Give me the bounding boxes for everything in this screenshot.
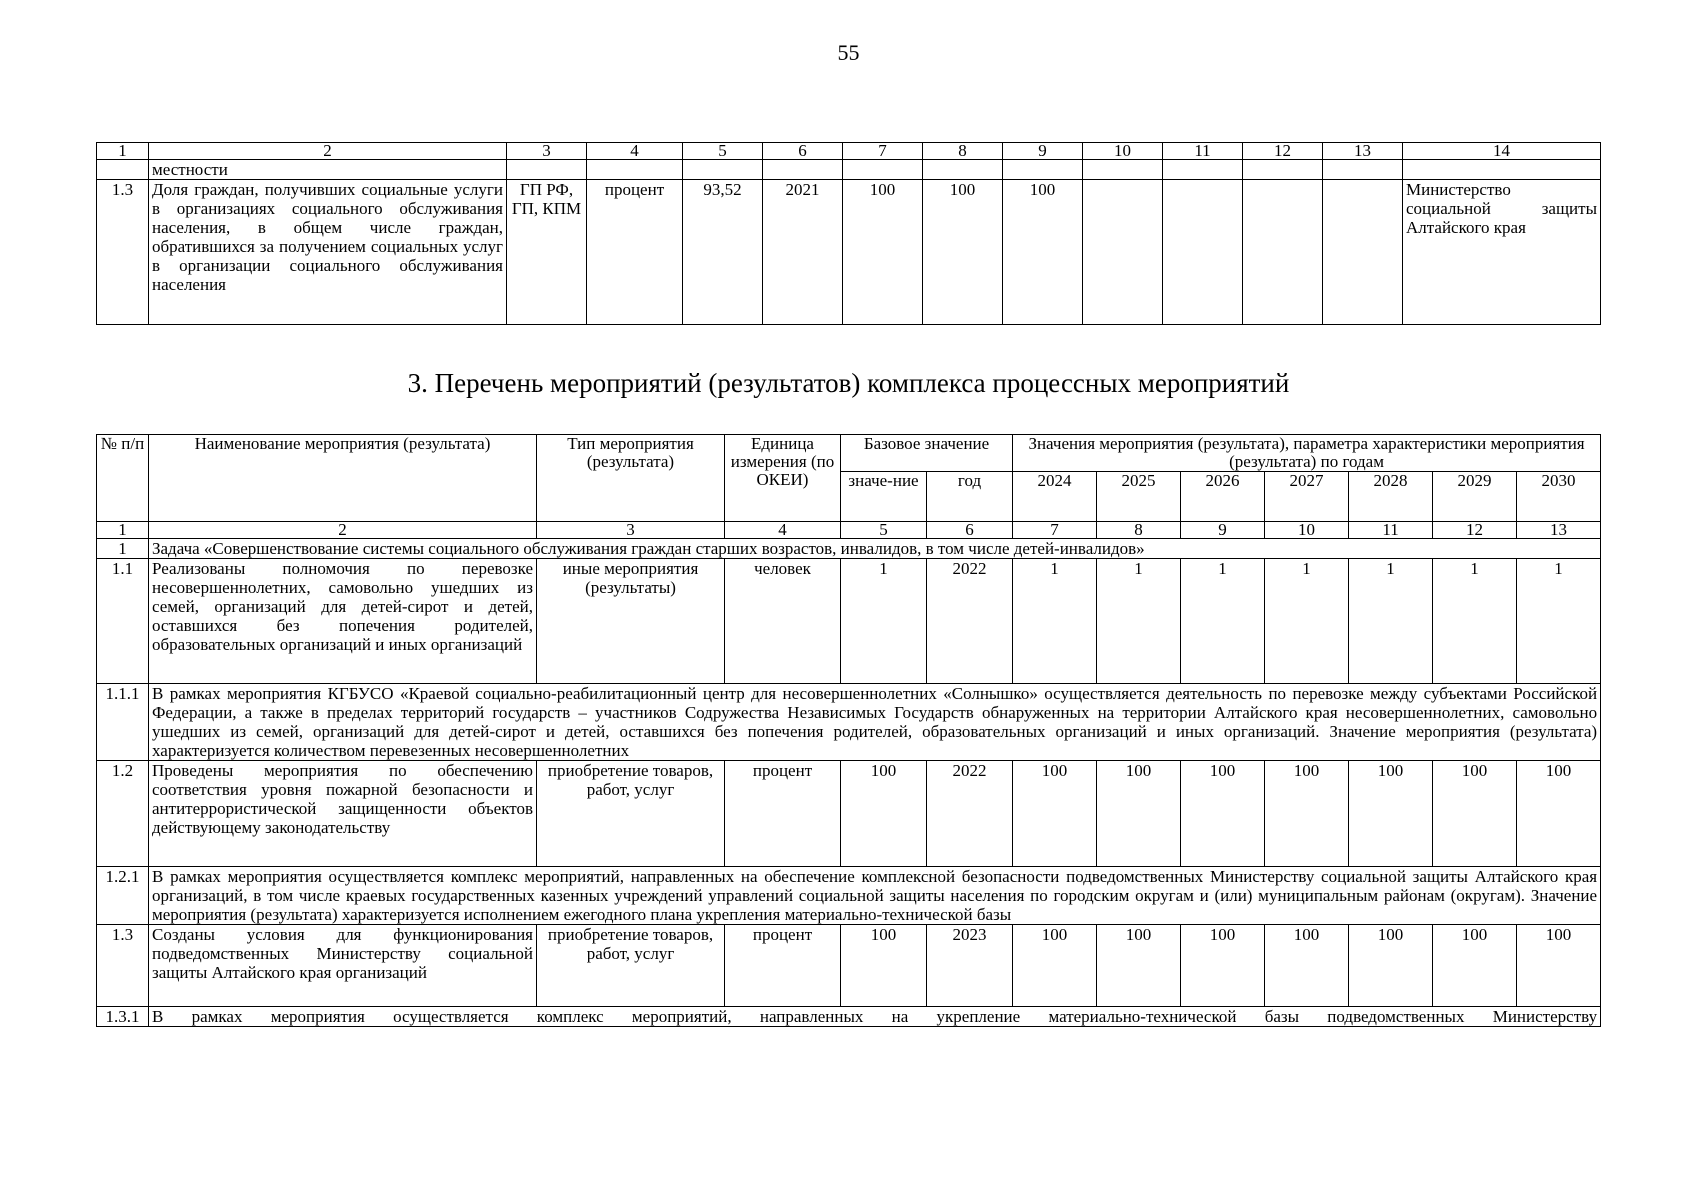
- header-year: 2025: [1097, 472, 1181, 522]
- column-number: 12: [1243, 143, 1323, 160]
- column-number: 4: [725, 522, 841, 539]
- column-number: 4: [587, 143, 683, 160]
- header-base: Базовое значение: [841, 435, 1013, 472]
- year-value: 100: [1433, 925, 1517, 1007]
- year-value: 100: [1517, 761, 1601, 867]
- header-base-year: год: [927, 472, 1013, 522]
- activity-row: [97, 761, 1601, 867]
- activity-description: В рамках мероприятия осуществляется комплекс мероприятий, направленных на укрепление материально-технической базы подведомственных Министерству: [149, 1007, 1601, 1027]
- indicators-table-continued: [96, 142, 1601, 325]
- column-number-row: [97, 143, 1601, 160]
- column-number: 10: [1083, 143, 1163, 160]
- task-number: 1: [97, 539, 149, 559]
- indicator-unit: процент: [587, 180, 683, 325]
- activity-name: Проведены мероприятия по обеспечению соответствия уровня пожарной безопасности и антитеррористической защищенности объектов действующему законодательству: [149, 761, 537, 867]
- row-number: 1.3: [97, 180, 149, 325]
- activity-description: В рамках мероприятия КГБУСО «Краевой социально-реабилитационный центр для несовершеннолетних «Солнышко» осуществляется деятельность по перевозке между субъектами Российской Федерации, а также в пределах территорий государств – участников Содружества Независимых Государств обнаруженных на территории Алтайского края несовершеннолетних, самовольно ушедших из семей, организаций для детей-сирот и детей, оставшихся без попечения родителей, образовательных организаций и иных организаций. Значение мероприятия (результата) характеризуется количеством перевезенных несовершеннолетних: [149, 684, 1601, 761]
- page-number: 55: [837, 40, 860, 65]
- column-number: 10: [1265, 522, 1349, 539]
- column-number: 12: [1433, 522, 1517, 539]
- header-num: № п/п: [97, 435, 149, 522]
- base-value: 93,52: [683, 180, 763, 325]
- year-value: 100: [1097, 925, 1181, 1007]
- activity-unit: процент: [725, 925, 841, 1007]
- continued-text: местности: [149, 160, 507, 180]
- indicator-level: ГП РФ, ГП, КПМ: [507, 180, 587, 325]
- year-value: 100: [1013, 761, 1097, 867]
- base-value: 100: [841, 925, 927, 1007]
- base-value: 1: [841, 559, 927, 684]
- activity-row: [97, 925, 1601, 1007]
- column-number: 13: [1323, 143, 1403, 160]
- column-number: 8: [1097, 522, 1181, 539]
- year-value: 100: [1181, 925, 1265, 1007]
- year-value: 1: [1517, 559, 1601, 684]
- column-number: 9: [1003, 143, 1083, 160]
- activity-description-row: [97, 867, 1601, 925]
- base-year: 2023: [927, 925, 1013, 1007]
- header-year: 2028: [1349, 472, 1433, 522]
- header-base-value: значе-ние: [841, 472, 927, 522]
- responsible: Министерство социальной защиты Алтайского края: [1403, 180, 1601, 325]
- column-number: 6: [763, 143, 843, 160]
- column-number: 7: [1013, 522, 1097, 539]
- year-value: 1: [1433, 559, 1517, 684]
- year-value: 100: [1265, 761, 1349, 867]
- year-value: 1: [1097, 559, 1181, 684]
- row-number: 1.1.1: [97, 684, 149, 761]
- activity-name: Реализованы полномочия по перевозке несовершеннолетних, самовольно ушедших из семей, организаций для детей-сирот и детей, оставшихся без попечения родителей, образовательных организаций и иных организаций: [149, 559, 537, 684]
- column-number: 13: [1517, 522, 1601, 539]
- section-title: 3. Перечень мероприятий (результатов) комплекса процессных мероприятий: [407, 368, 1290, 398]
- row-number: 1.3.1: [97, 1007, 149, 1027]
- column-number: 14: [1403, 143, 1601, 160]
- year-value: 1: [1013, 559, 1097, 684]
- header-values: Значения мероприятия (результата), параметра характеристики мероприятия (результата) по годам: [1013, 435, 1601, 472]
- task-text: Задача «Совершенствование системы социального обслуживания граждан старших возрастов, инвалидов, в том числе детей-инвалидов»: [149, 539, 1601, 559]
- activity-description: В рамках мероприятия осуществляется комплекс мероприятий, направленных на обеспечение комплексной безопасности подведомственных Министерству социальной защиты Алтайского края организаций, в том числе краевых государственных казенных учреждений управлений социальной защиты населения по городским округам и (или) муниципальным районам (округам). Значение мероприятия (результата) характеризуется исполнением ежегодного плана укрепления материально-технической базы: [149, 867, 1601, 925]
- column-number: 3: [507, 143, 587, 160]
- year-value: 100: [1181, 761, 1265, 867]
- activity-description-row: [97, 1007, 1601, 1027]
- header-unit: Единица измерения (по ОКЕИ): [725, 435, 841, 522]
- column-number: 2: [149, 143, 507, 160]
- column-number: 8: [923, 143, 1003, 160]
- column-number: 2: [149, 522, 537, 539]
- activity-type: иные мероприятия (результаты): [537, 559, 725, 684]
- row-number: 1.2.1: [97, 867, 149, 925]
- year-value: 1: [1349, 559, 1433, 684]
- indicator-name: Доля граждан, получивших социальные услуги в организациях социального обслуживания населения, в общем числе граждан, обратившихся за получением социальных услуг в организации социального обслуживания населения: [149, 180, 507, 325]
- base-year: 2021: [763, 180, 843, 325]
- year-value: 100: [1097, 761, 1181, 867]
- row-number: 1.1: [97, 559, 149, 684]
- column-number: 5: [841, 522, 927, 539]
- activity-unit: человек: [725, 559, 841, 684]
- header-name: Наименование мероприятия (результата): [149, 435, 537, 522]
- year-value: 1: [1181, 559, 1265, 684]
- year-value: 100: [1517, 925, 1601, 1007]
- task-row: [97, 539, 1601, 559]
- value-cell: 100: [1003, 180, 1083, 325]
- activity-type: приобретение товаров, работ, услуг: [537, 761, 725, 867]
- header-year: 2030: [1517, 472, 1601, 522]
- continued-row: [97, 160, 1601, 180]
- header-row: [97, 435, 1601, 472]
- column-number: 3: [537, 522, 725, 539]
- activity-name: Созданы условия для функционирования подведомственных Министерству социальной защиты Алтайского края организаций: [149, 925, 537, 1007]
- activity-unit: процент: [725, 761, 841, 867]
- header-year: 2029: [1433, 472, 1517, 522]
- year-value: 100: [1013, 925, 1097, 1007]
- column-number: 9: [1181, 522, 1265, 539]
- column-number: 11: [1163, 143, 1243, 160]
- column-number: 1: [97, 143, 149, 160]
- year-value: 1: [1265, 559, 1349, 684]
- year-value: 100: [1349, 925, 1433, 1007]
- base-year: 2022: [927, 761, 1013, 867]
- header-year: 2026: [1181, 472, 1265, 522]
- column-number: 1: [97, 522, 149, 539]
- value-cell: 100: [843, 180, 923, 325]
- year-value: 100: [1433, 761, 1517, 867]
- base-value: 100: [841, 761, 927, 867]
- column-number: 5: [683, 143, 763, 160]
- header-year: 2027: [1265, 472, 1349, 522]
- activity-type: приобретение товаров, работ, услуг: [537, 925, 725, 1007]
- column-number: 7: [843, 143, 923, 160]
- header-type: Тип мероприятия (результата): [537, 435, 725, 522]
- column-number-row: [97, 522, 1601, 539]
- value-cell: 100: [923, 180, 1003, 325]
- column-number: 6: [927, 522, 1013, 539]
- activity-row: [97, 559, 1601, 684]
- activities-table: [96, 434, 1601, 1027]
- row-number: 1.2: [97, 761, 149, 867]
- activity-description-row: [97, 684, 1601, 761]
- year-value: 100: [1265, 925, 1349, 1007]
- header-year: 2024: [1013, 472, 1097, 522]
- base-year: 2022: [927, 559, 1013, 684]
- year-value: 100: [1349, 761, 1433, 867]
- indicator-row: [97, 180, 1601, 325]
- row-number: 1.3: [97, 925, 149, 1007]
- column-number: 11: [1349, 522, 1433, 539]
